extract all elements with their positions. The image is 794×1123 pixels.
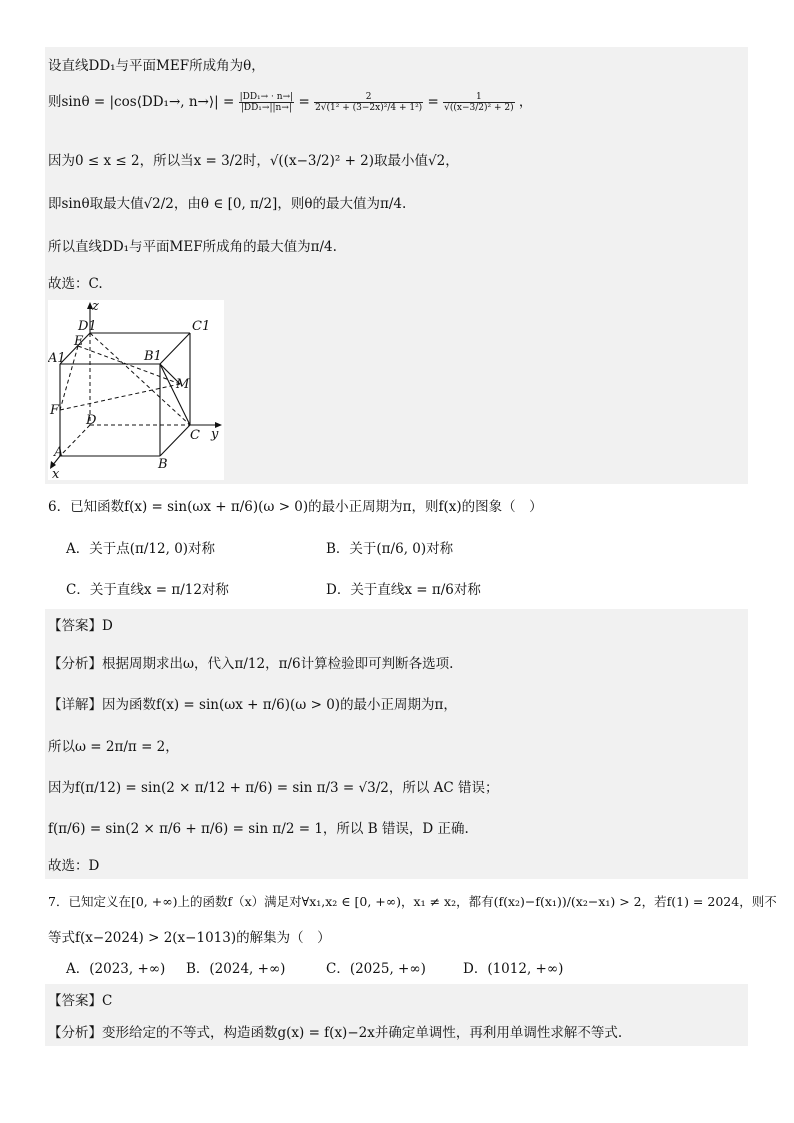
label-F: F <box>50 403 60 418</box>
q7-option-b: B．(2024, +∞) <box>186 961 286 977</box>
q6-option-c: C．关于直线x = π/12对称 <box>66 582 229 598</box>
equals: = <box>298 94 310 110</box>
label-E: E <box>74 334 84 349</box>
eq-left: 则sinθ = |cos⟨DD₁→, n→⟩| = <box>48 94 235 110</box>
denominator: 2√(1² + (3−2x)²/4 + 1²) <box>315 103 423 113</box>
label-y: y <box>211 427 219 442</box>
fraction <box>314 92 423 113</box>
numerator: |DD₁→ · n→| <box>239 92 294 102</box>
label-B: B <box>158 457 168 472</box>
label-D1: D1 <box>78 319 97 334</box>
comma: ， <box>518 94 533 110</box>
text-line: 故选：C. <box>48 276 103 292</box>
question-7-stem-cont: 等式f(x−2024) > 2(x−1013)的解集为（ ） <box>48 930 331 946</box>
cube-figure <box>48 300 224 480</box>
question-7-stem: 7．已知定义在[0, +∞)上的函数f（x）满足对∀x₁,x₂ ∈ [0, +∞)，x₁ ≠ x₂，都有(f(x₂)−f(x₁))/(x₂−x₁) > 2，若f(1) = 2024，则不 <box>48 894 777 909</box>
q6-step: f(π/6) = sin(2 × π/6 + π/6) = sin π/2 = 1，所以 B 错误，D 正确. <box>48 821 469 837</box>
text-line: 因为0 ≤ x ≤ 2，所以当x = 3/2时，√((x−3/2)² + 2)取最小值√2， <box>48 153 459 169</box>
fraction <box>443 92 514 113</box>
label-A: A <box>54 445 64 460</box>
text-line: 即sinθ取最大值√2/2，由θ ∈ [0, π/2]，则θ的最大值为π/4. <box>48 196 407 212</box>
label-x: x <box>52 467 60 480</box>
q7-option-a: A．(2023, +∞) <box>66 961 166 977</box>
q6-option-a: A．关于点(π/12, 0)对称 <box>66 541 216 557</box>
q6-option-b: B．关于(π/6, 0)对称 <box>326 541 454 557</box>
numerator: 2 <box>314 92 423 103</box>
equation-line <box>48 92 532 113</box>
denominator: |DD₁→||n→| <box>240 103 292 113</box>
q7-analysis: 【分析】变形给定的不等式，构造函数g(x) = f(x)−2x并确定单调性，再利用单调性求解不等式. <box>48 1025 623 1041</box>
label-z: z <box>92 300 99 314</box>
numerator: 1 <box>443 92 514 103</box>
fraction <box>239 92 295 113</box>
label-C1: C1 <box>192 319 211 334</box>
q6-analysis: 【分析】根据周期求出ω，代入π/12，π/6计算检验即可判断各选项. <box>48 656 454 672</box>
label-D: D <box>86 413 97 428</box>
label-M: M <box>176 377 190 392</box>
q6-step: 因为f(π/12) = sin(2 × π/12 + π/6) = sin π/3 = √3/2，所以 AC 错误； <box>48 780 499 796</box>
q7-option-d: D．(1012, +∞) <box>463 961 564 977</box>
label-B1: B1 <box>144 349 162 364</box>
label-C: C <box>190 428 200 443</box>
equals: = <box>427 94 439 110</box>
question-6-stem: 6．已知函数f(x) = sin(ωx + π/6)(ω > 0)的最小正周期为π，则f(x)的图象（ ） <box>48 499 543 515</box>
denominator: √((x−3/2)² + 2) <box>444 103 514 113</box>
text-line: 设直线DD₁与平面MEF所成角为θ， <box>48 58 265 74</box>
text-line: 所以直线DD₁与平面MEF所成角的最大值为π/4. <box>48 239 337 255</box>
q7-option-c: C．(2025, +∞) <box>326 961 426 977</box>
label-A1: A1 <box>48 351 66 366</box>
q7-answer: 【答案】C <box>48 993 113 1009</box>
q6-choose: 故选：D <box>48 858 100 874</box>
q6-option-d: D．关于直线x = π/6对称 <box>326 582 481 598</box>
q6-detail: 【详解】因为函数f(x) = sin(ωx + π/6)(ω > 0)的最小正周期为π， <box>48 697 457 713</box>
q6-answer: 【答案】D <box>48 618 113 634</box>
q6-step: 所以ω = 2π/π = 2， <box>48 739 179 755</box>
